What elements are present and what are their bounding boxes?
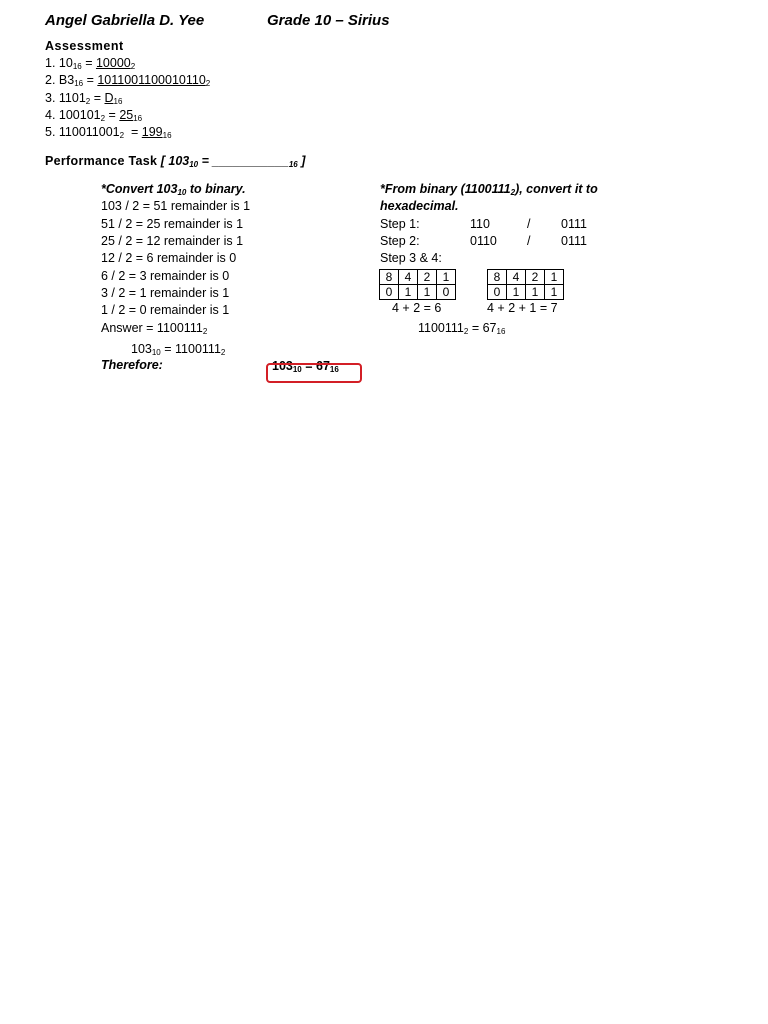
grid-cell: 1	[418, 285, 437, 300]
grid-cell: 1	[526, 285, 545, 300]
grid-cell: 1	[507, 285, 526, 300]
assessment-item-4: 4. $100101_2 = 25_{16}$	[45, 108, 143, 123]
step1-group-a: 110	[470, 217, 490, 231]
hex-result: $1100111_2 = 67_{16}$	[418, 321, 506, 336]
binary-result: $103_{10} = 1100111_2$	[131, 342, 226, 357]
answer-highlight-box	[266, 363, 362, 383]
grid-cell: 1	[545, 285, 564, 300]
grid-cell: 0	[437, 285, 456, 300]
grid-cell: 2	[418, 270, 437, 285]
division-step: 6 / 2 = 3 remainder is 0	[101, 269, 230, 283]
grade-section: Grade 10 – Sirius	[267, 12, 390, 29]
student-name: Angel Gabriella D. Yee	[45, 12, 205, 29]
assessment-item-2: 2. $B3_{16} = 1011001100010110_2$	[45, 73, 211, 88]
step1-group-b: 0111	[561, 217, 587, 231]
grid-cell: 4	[507, 270, 526, 285]
step2-separator: /	[527, 234, 531, 248]
step2-group-b: 0111	[561, 234, 587, 248]
division-step: 3 / 2 = 1 remainder is 1	[101, 286, 230, 300]
assessment-item-5: 5. $110011001_2 = 199_{16}$	[45, 125, 172, 140]
step1-separator: /	[527, 217, 531, 231]
sum-group-1: 4 + 2 = 6	[392, 301, 442, 315]
step34-label: Step 3 & 4:	[380, 251, 442, 265]
right-heading-line2: hexadecimal.	[380, 199, 459, 213]
grid-cell: 8	[488, 270, 507, 285]
right-heading: *From binary $(1100111_2)$, convert it to	[380, 182, 598, 197]
step2-group-a: 0110	[470, 234, 497, 248]
therefore-label: Therefore:	[101, 358, 163, 372]
grid-cell: 1	[399, 285, 418, 300]
place-value-grid-1	[379, 269, 456, 300]
assessment-title: Assessment	[45, 39, 124, 53]
grid-cell: 1	[437, 270, 456, 285]
division-step: 12 / 2 = 6 remainder is 0	[101, 251, 237, 265]
binary-answer: Answer = $1100111_2$	[101, 321, 208, 336]
step1-label: Step 1:	[380, 217, 420, 231]
place-value-grid-2	[487, 269, 564, 300]
grid-cell: 1	[545, 270, 564, 285]
division-step: 103 / 2 = 51 remainder is 1	[101, 199, 251, 213]
grid-cell: 0	[380, 285, 399, 300]
assessment-item-3: 3. $1101_2 = D_{16}$	[45, 91, 123, 106]
sum-group-2: 4 + 2 + 1 = 7	[487, 301, 558, 315]
grid-cell: 0	[488, 285, 507, 300]
final-answer: $103_{10} = 67_{16}$	[272, 359, 339, 374]
division-step: 51 / 2 = 25 remainder is 1	[101, 217, 244, 231]
division-step: 25 / 2 = 12 remainder is 1	[101, 234, 244, 248]
grid-cell: 8	[380, 270, 399, 285]
grid-cell: 2	[526, 270, 545, 285]
performance-task-title: Performance Task [ $103_{10}$ = $\_\_\_\_\_\_\_\_\_\_\__{16}$ ]	[45, 154, 306, 169]
division-step: 1 / 2 = 0 remainder is 1	[101, 303, 230, 317]
assessment-item-1: 1. $10_{16} = 10000_2$	[45, 56, 136, 71]
left-heading: *Convert $103_{10}$ to binary.	[101, 182, 246, 197]
step2-label: Step 2:	[380, 234, 420, 248]
grid-cell: 4	[399, 270, 418, 285]
